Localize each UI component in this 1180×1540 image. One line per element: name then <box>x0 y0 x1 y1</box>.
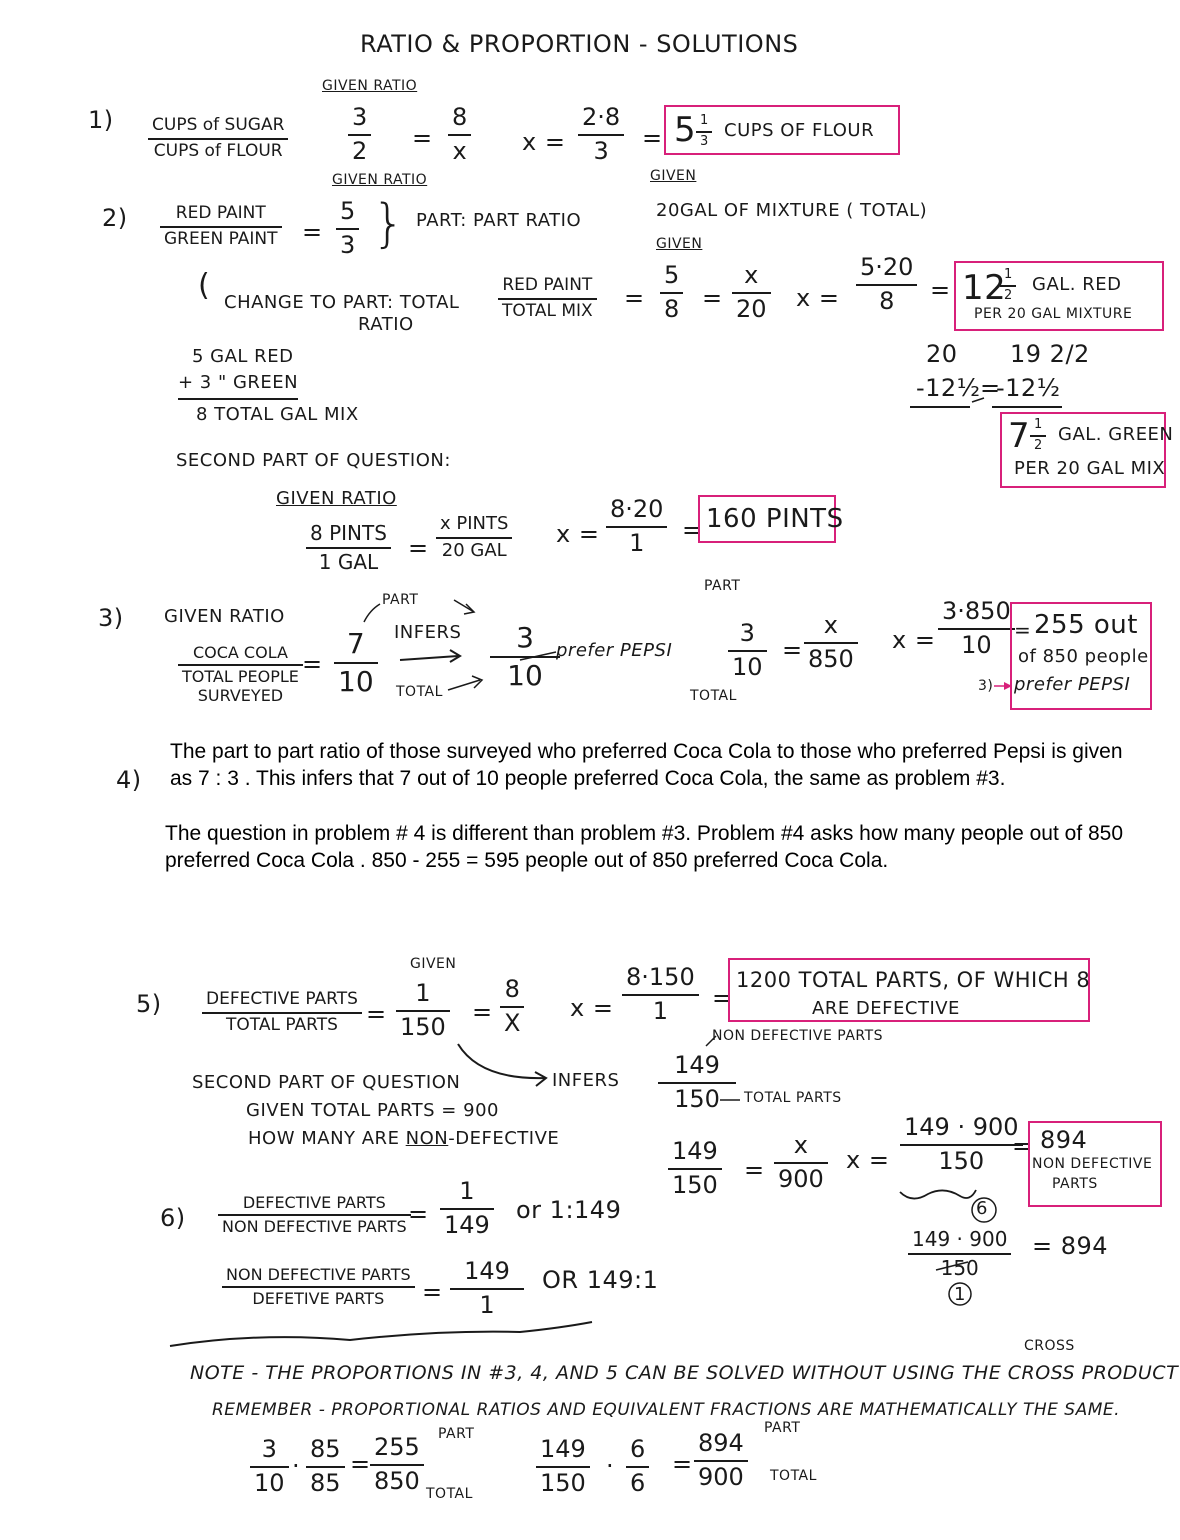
p5-answer2-line1: 894 <box>1040 1126 1088 1154</box>
p2-green-frac-num: 1 <box>1034 417 1043 432</box>
p1-prop-den: x <box>452 136 467 165</box>
p5-how-many-end: -DEFECTIVE <box>448 1128 560 1149</box>
p5-how-many-non: NON <box>405 1128 449 1149</box>
p3-given-ratio: GIVEN RATIO <box>164 606 285 627</box>
p5-eq-c: = <box>712 984 733 1012</box>
p6-label-fraction-1 <box>218 1194 411 1237</box>
p2-green-frac-den: 2 <box>1034 437 1043 453</box>
p2-answer-line1: GAL. RED <box>1032 274 1122 295</box>
p3-infers-arrow <box>400 656 458 660</box>
p2-given-ratio <box>336 198 359 259</box>
note-e2-c <box>694 1430 748 1491</box>
p5-eq-a: = <box>366 1000 387 1028</box>
p5-f1-den: 150 <box>400 1012 446 1041</box>
p5-p-frac <box>668 1138 722 1199</box>
p2-paren: ( <box>198 268 211 303</box>
p5-x-eq: x = <box>570 994 614 1022</box>
p5-p-num: 149 <box>672 1137 718 1165</box>
p4-paragraph-2: The question in problem # 4 is different than problem #3. Problem #4 asks how many people out of 850 preferred Coca Cola . 850 - 255 = 595 people out of 850 preferred Coca Cola. <box>165 822 1124 872</box>
p2-eq-c: = <box>930 276 951 304</box>
p2-pints-den: 1 GAL <box>318 550 379 574</box>
p2-green-line1: GAL. GREEN <box>1058 424 1174 445</box>
p2-sub-b2: -12½ <box>996 374 1061 402</box>
p1-answer-frac <box>696 114 712 150</box>
p3-answer-line3: prefer PEPSI <box>1014 674 1131 695</box>
p2-ratio-den: 3 <box>340 230 356 259</box>
note-separator-stroke <box>170 1322 592 1346</box>
p3-calc <box>938 598 1015 659</box>
p2-eq-a: = <box>624 284 645 312</box>
note-e1-c <box>370 1434 424 1495</box>
p3-f2 <box>804 612 858 673</box>
p5-reduce-den: 150 <box>940 1256 979 1280</box>
p6-lhs2-den: DEFETIVE PARTS <box>252 1289 385 1309</box>
p5-infers: INFERS <box>552 1070 620 1091</box>
note-e2-eq: = <box>672 1450 693 1478</box>
p3-answer-line1: 255 out <box>1034 610 1138 640</box>
p2-calc <box>856 254 917 315</box>
p2-f2 <box>732 262 771 323</box>
problem-4-number: 4) <box>116 766 142 794</box>
p3-f1 <box>728 620 767 681</box>
note-line2: REMEMBER - PROPORTIONAL RATIOS AND EQUIVALENT FRACTIONS ARE MATHEMATICALLY THE SAME. <box>212 1400 1121 1420</box>
p5-reduce-num: 149 · 900 <box>912 1227 1008 1251</box>
p6-lhs1-num: DEFECTIVE PARTS <box>242 1193 386 1212</box>
p1-ans-frac-den: 3 <box>700 133 709 149</box>
p1-answer-whole: 5 <box>674 110 697 150</box>
p2-red-total-den: TOTAL MIX <box>502 300 593 321</box>
p2-calc2 <box>606 496 667 557</box>
problem-2-number: 2) <box>102 204 128 232</box>
p6-or1: or 1:149 <box>516 1196 622 1224</box>
p2-ans-frac-num: 1 <box>1004 267 1013 282</box>
p2-sub-b-rule <box>992 406 1062 408</box>
p2-given-ratio-label: GIVEN RATIO <box>332 172 428 188</box>
p2-calc2-num: 8·20 <box>610 495 664 523</box>
note-total1: TOTAL <box>426 1486 473 1502</box>
p5-calc2 <box>900 1114 1023 1175</box>
p3-infers: INFERS <box>394 622 462 643</box>
p2-sum-line3: 8 TOTAL GAL MIX <box>196 404 359 425</box>
p3-total-label: TOTAL <box>396 684 443 700</box>
p5-second-part: SECOND PART OF QUESTION <box>192 1072 461 1093</box>
p3-total-label-2: TOTAL <box>690 688 737 704</box>
p3-ratio-3-10 <box>490 622 560 692</box>
p2-given-label-3: GIVEN <box>656 236 703 252</box>
problem-1-number: 1) <box>88 106 114 134</box>
problem-3-number: 3) <box>98 604 124 632</box>
p2-xpints-den: 20 GAL <box>441 539 507 561</box>
note-e1-a-den: 10 <box>254 1468 285 1497</box>
p2-eq-d: = <box>408 534 429 562</box>
p2-sum-line2: + 3 " GREEN <box>178 372 299 393</box>
p2-answer-frac <box>1000 268 1016 304</box>
p3-answer-line2: of 850 people <box>1018 646 1149 667</box>
p2-answer-whole: 12 <box>962 268 1007 308</box>
p1-calc-den: 3 <box>593 136 609 165</box>
note-e1-dot: · <box>292 1452 301 1480</box>
p6-f1-den: 149 <box>444 1210 490 1239</box>
p1-prop-num: 8 <box>452 103 468 131</box>
note-total2: TOTAL <box>770 1468 817 1484</box>
p3-part-label-2: PART <box>704 578 741 594</box>
p5-x-eq2: x = <box>846 1146 890 1174</box>
note-e2-c-num: 894 <box>698 1429 744 1457</box>
p5-f1-num: 1 <box>415 979 431 1007</box>
note-e1-b <box>306 1436 345 1497</box>
p5-given-label: GIVEN <box>410 956 457 972</box>
p1-cups-flour: CUPS of FLOUR <box>153 140 283 161</box>
p5-total-parts: TOTAL PARTS <box>226 1014 338 1035</box>
p2-sum-line1: 5 GAL RED <box>192 346 294 367</box>
p5-f2 <box>500 976 524 1037</box>
p5-answer-line1: 1200 TOTAL PARTS, OF WHICH 8 <box>736 968 1091 992</box>
p2-given-ratio-u: GIVEN RATIO <box>276 488 397 509</box>
p3-f1-den: 10 <box>732 652 763 681</box>
p2-x-eq2: x = <box>556 520 600 548</box>
p2-part-part: PART: PART RATIO <box>416 210 582 231</box>
p2-f1 <box>660 262 683 323</box>
p4-paragraph-1: The part to part ratio of those surveyed who preferred Coca Cola to those who preferred Pepsi is given as 7 : 3 . This infers that 7 out of 10 people preferred Coca Cola, the same as problem #3. <box>170 740 1123 790</box>
p1-label-fraction <box>148 116 288 161</box>
p2-sub-a2: -12½ <box>916 374 981 402</box>
p3-f2-den: 850 <box>808 644 854 673</box>
p5-total-parts-label: TOTAL PARTS <box>744 1090 842 1106</box>
p2-answer2: 160 PINTS <box>706 504 844 534</box>
p5-one: 1 <box>954 1284 966 1305</box>
p2-sub-a1: 20 <box>926 340 958 368</box>
p2-change-line2: RATIO <box>358 314 414 335</box>
p2-red-total-num: RED PAINT <box>502 275 593 295</box>
p3-f2-num: x <box>823 611 838 639</box>
p5-f2-num: 8 <box>504 975 520 1003</box>
p3-total-arrowhead <box>472 676 482 688</box>
p1-cups-sugar: CUPS of SUGAR <box>152 115 285 135</box>
note-e1-c-den: 850 <box>374 1466 420 1495</box>
p5-eq-e: = <box>1012 1132 1033 1160</box>
p6-eq-a: = <box>408 1200 429 1228</box>
p5-calc-den: 1 <box>652 996 668 1025</box>
p5-reduce-squiggle <box>900 1190 976 1199</box>
note-e1-a-num: 3 <box>261 1435 277 1463</box>
p1-given-ratio <box>348 104 371 165</box>
p3-part-arrowhead <box>464 604 474 614</box>
problem-6-number: 6) <box>160 1204 186 1232</box>
note-e2-dot: · <box>606 1452 615 1480</box>
note-e2-a <box>536 1436 590 1497</box>
p6-or2: OR 149:1 <box>542 1266 659 1294</box>
p1-proportion <box>448 104 471 165</box>
p2-sub-eq: = <box>980 374 1001 402</box>
note-e2-c-den: 900 <box>698 1462 744 1491</box>
p5-non-defective-label: NON DEFECTIVE PARTS <box>712 1028 884 1044</box>
p1-ratio-den: 2 <box>352 136 368 165</box>
p2-pints-frac <box>306 522 391 574</box>
p5-answer-line2: ARE DEFECTIVE <box>812 998 960 1019</box>
p1-answer-text: CUPS OF FLOUR <box>724 120 875 141</box>
p2-brace: } <box>372 194 406 254</box>
p2-ans-frac-den: 2 <box>1004 287 1013 303</box>
note-e1-c-num: 255 <box>374 1433 420 1461</box>
p2-calc-den: 8 <box>879 286 895 315</box>
p1-x-equals: x = <box>522 128 566 156</box>
p5-calc <box>622 964 699 1025</box>
note-line1: NOTE - THE PROPORTIONS IN #3, 4, AND 5 CAN BE SOLVED WITHOUT USING THE CROSS PRODUCT <box>190 1362 1179 1384</box>
p1-equals-2: = <box>642 124 663 152</box>
p2-second-part: SECOND PART OF QUESTION: <box>176 450 451 471</box>
p6-f2-num: 149 <box>464 1257 510 1285</box>
p5-how-many-text: HOW MANY ARE <box>248 1128 406 1149</box>
p5-answer2-line3: PARTS <box>1052 1176 1098 1192</box>
p3-calc-den: 10 <box>961 630 992 659</box>
p2-ratio-num: 5 <box>340 197 356 225</box>
p2-green-frac <box>1030 418 1046 454</box>
p2-green-line2: PER 20 GAL MIX <box>1014 458 1166 479</box>
p3-part-arrow <box>454 600 474 612</box>
p5-calc2-num: 149 · 900 <box>904 1113 1019 1141</box>
p2-f1-den: 8 <box>664 294 680 323</box>
p1-ratio-num: 3 <box>352 103 368 131</box>
p3-ratio-num: 7 <box>346 627 365 660</box>
p5-p-den: 150 <box>672 1170 718 1199</box>
p2-change-line1: CHANGE TO PART: TOTAL <box>224 292 460 313</box>
p2-label-fraction <box>160 204 282 249</box>
p1-calc <box>578 104 624 165</box>
note-part1: PART <box>438 1426 475 1442</box>
p5-calc-num: 8·150 <box>626 963 695 991</box>
note-e2-b-num: 6 <box>630 1435 646 1463</box>
p2-given-label-2: GIVEN <box>650 168 697 184</box>
note-cross-label: CROSS <box>1024 1338 1075 1354</box>
p5-given-total: GIVEN TOTAL PARTS = 900 <box>246 1100 499 1121</box>
p6-f1 <box>440 1178 494 1239</box>
p3-eq-c: = <box>1014 618 1032 642</box>
page-title: RATIO & PROPORTION - SOLUTIONS <box>360 30 799 58</box>
p2-f2-num: x <box>744 261 759 289</box>
p2-sub-b1: 19 2/2 <box>1010 340 1090 368</box>
p2-answer-line2: PER 20 GAL MIXTURE <box>974 306 1133 322</box>
p2-calc2-den: 1 <box>629 528 645 557</box>
p6-f1-num: 1 <box>459 1177 475 1205</box>
p3-answer-ref: 3) <box>978 678 994 694</box>
p6-f2-den: 1 <box>479 1290 495 1319</box>
p3-part-tick <box>364 604 380 622</box>
note-e1-b-den: 85 <box>310 1468 341 1497</box>
note-e1-b-num: 85 <box>310 1435 341 1463</box>
p5-q-num: x <box>793 1131 808 1159</box>
p2-pints-num: 8 PINTS <box>310 521 387 545</box>
p2-x-eq: x = <box>796 284 840 312</box>
p3-eq-b: = <box>782 636 803 664</box>
p2-red-paint: RED PAINT <box>175 203 266 223</box>
p1-ans-frac-num: 1 <box>700 113 709 128</box>
p6-f2 <box>450 1258 524 1319</box>
p6-eq-b: = <box>422 1278 443 1306</box>
p1-given-ratio-label: GIVEN RATIO <box>322 78 418 94</box>
note-e2-b-den: 6 <box>630 1468 646 1497</box>
p1-equals: = <box>412 124 433 152</box>
note-e1-eq: = <box>350 1450 371 1478</box>
p5-infers-arrowhead <box>535 1072 546 1086</box>
p2-equals: = <box>302 218 323 246</box>
p3-ratio-7-10 <box>334 628 378 698</box>
p5-q-frac <box>774 1132 828 1193</box>
p5-defective-parts: DEFECTIVE PARTS <box>206 989 358 1009</box>
note-e2-a-num: 149 <box>540 1435 586 1463</box>
p5-inf-num: 149 <box>674 1051 720 1079</box>
p2-sub-a-rule <box>910 406 970 408</box>
p2-red-total-frac <box>498 276 597 321</box>
p5-infers-arrow <box>458 1044 545 1078</box>
p6-lhs2-num: NON DEFECTIVE PARTS <box>226 1265 411 1284</box>
p5-label-fraction <box>202 990 362 1035</box>
p6-label-fraction-2 <box>222 1266 415 1309</box>
p2-xpints-num: x PINTS <box>440 513 509 534</box>
p2-f1-num: 5 <box>664 261 680 289</box>
p5-eq-d: = <box>744 1156 765 1184</box>
p5-answer2-line2: NON DEFECTIVE <box>1032 1156 1153 1172</box>
p2-green-whole: 7 <box>1008 416 1031 456</box>
p3-eq-a: = <box>302 650 323 678</box>
p5-eq-b: = <box>472 998 493 1026</box>
p3-coca-cola: COCA COLA <box>192 643 288 662</box>
p3-total-arrow <box>448 680 480 690</box>
p3-ratio2-num: 3 <box>516 621 534 654</box>
p3-x-eq: x = <box>892 626 936 654</box>
p5-calc2-den: 150 <box>938 1146 985 1175</box>
problem-5-number: 5) <box>136 990 162 1018</box>
p3-ratio-den: 10 <box>338 665 374 699</box>
p5-q-den: 900 <box>778 1164 824 1193</box>
p5-six: 6 <box>976 1198 988 1219</box>
p5-reduce-result: = 894 <box>1032 1232 1109 1260</box>
p3-surveyed: SURVEYED <box>197 685 284 705</box>
p3-label-fraction <box>178 644 303 705</box>
p1-calc-num: 2·8 <box>582 103 621 131</box>
p3-total-people: TOTAL PEOPLE <box>182 667 299 687</box>
note-e2-a-den: 150 <box>540 1468 586 1497</box>
p5-inf-den: 150 <box>674 1084 720 1113</box>
p5-how-many <box>248 1128 559 1149</box>
p2-calc-num: 5·20 <box>860 253 914 281</box>
p2-xpints-frac <box>436 514 512 561</box>
p2-sum-rule <box>178 398 298 400</box>
p3-calc-num: 3·850 <box>942 597 1011 625</box>
p2-green-paint: GREEN PAINT <box>164 228 278 249</box>
p5-reduce-frac <box>908 1228 1011 1280</box>
note-part2: PART <box>764 1420 801 1436</box>
note-e2-b <box>626 1436 649 1497</box>
p5-f1 <box>396 980 450 1041</box>
p2-eq-b: = <box>702 284 723 312</box>
p3-ratio2-den: 10 <box>507 659 543 693</box>
p2-mixture: 20GAL OF MIXTURE ( TOTAL) <box>656 200 928 221</box>
p5-infers-frac <box>658 1052 736 1113</box>
p3-prefer-pepsi: prefer PEPSI <box>556 640 673 661</box>
p3-f1-num: 3 <box>739 619 755 647</box>
p3-part-label: PART <box>382 592 419 608</box>
note-e1-a <box>250 1436 289 1497</box>
p2-f2-den: 20 <box>736 294 767 323</box>
p5-f2-den: X <box>504 1008 521 1037</box>
p6-lhs1-den: NON DEFECTIVE PARTS <box>222 1217 407 1237</box>
p2-eq-e: = <box>682 516 703 544</box>
p3-infers-arrowhead <box>450 650 460 662</box>
